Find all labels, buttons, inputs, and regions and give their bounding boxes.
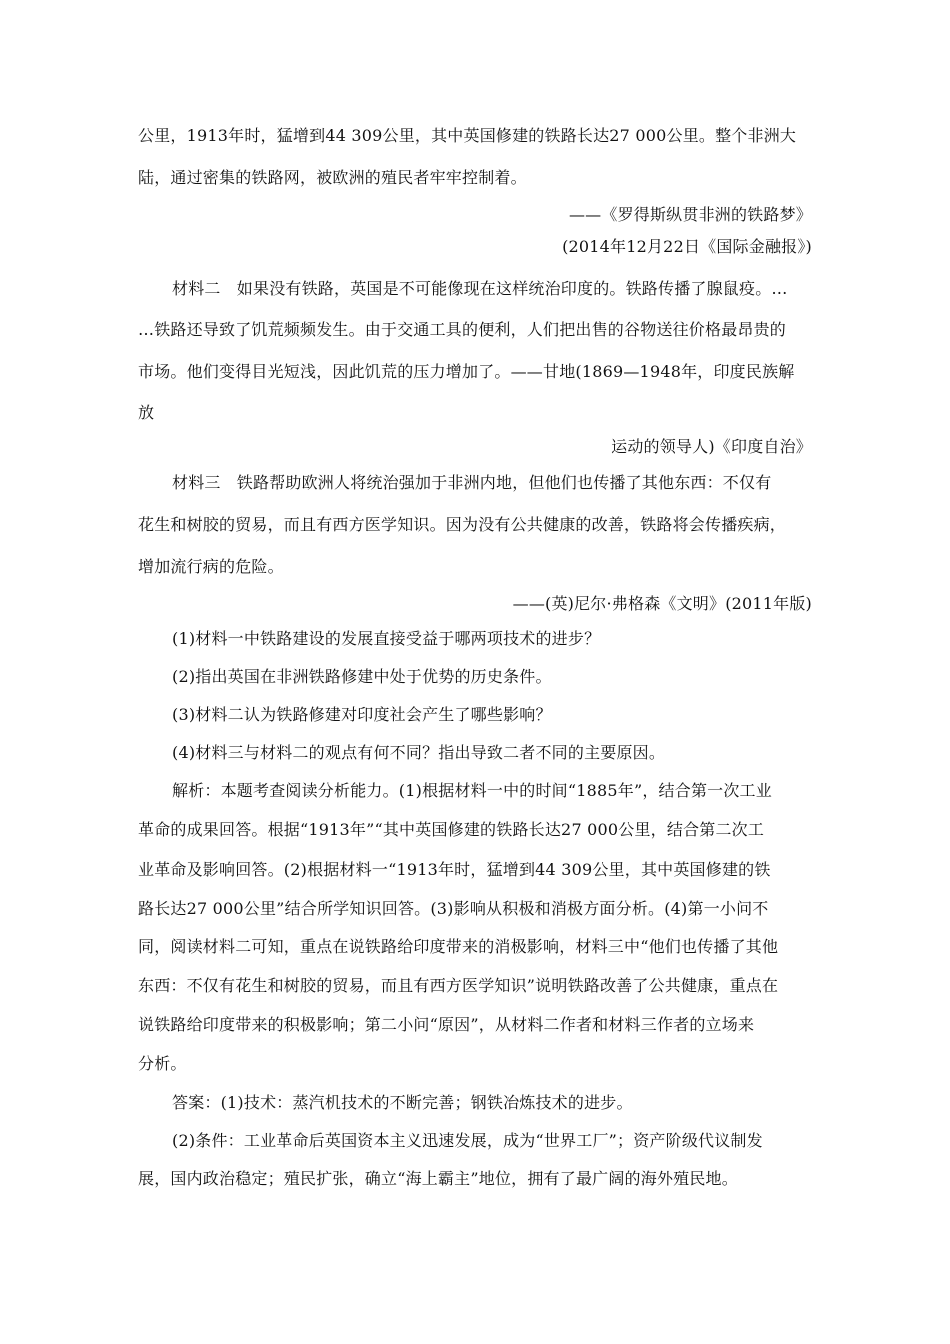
text-line: 花生和树胶的贸易，而且有西方医学知识。因为没有公共健康的改善，铁路将会传播疾病，: [138, 515, 787, 534]
source-citation: ——(英)尼尔·弗格森《文明》(2011年版): [512, 594, 812, 613]
question-1: (1)材料一中铁路建设的发展直接受益于哪两项技术的进步？: [172, 629, 601, 648]
analysis-line: 路长达27 000公里”结合所学知识回答。(3)影响从积极和消极方面分析。(4)第一小问不: [138, 899, 769, 918]
analysis-line: 解析：本题考查阅读分析能力。(1)根据材料一中的时间“1885年”，结合第一次工业: [172, 781, 772, 800]
text-line: 市场。他们变得目光短浅，因此饥荒的压力增加了。——甘地(1869—1948年，印度民族解: [138, 362, 795, 381]
question-3: (3)材料二认为铁路修建对印度社会产生了哪些影响？: [172, 705, 552, 724]
material-three-line: 材料三 铁路帮助欧洲人将统治强加于非洲内地，但他们也传播了其他东西：不仅有: [172, 473, 772, 492]
source-citation: (2014年12月22日《国际金融报》): [562, 237, 812, 256]
answer-line: (2)条件：工业革命后英国资本主义迅速发展，成为“世界工厂”；资产阶级代议制发: [172, 1131, 763, 1150]
analysis-line: 革命的成果回答。根据“1913年”“其中英国修建的铁路长达27 000公里，结合第二次工: [138, 820, 765, 839]
text-line: …铁路还导致了饥荒频频发生。由于交通工具的便利，人们把出售的谷物送往价格最昂贵的: [138, 320, 787, 339]
answer-line: 答案：(1)技术：蒸汽机技术的不断完善；钢铁冶炼技术的进步。: [172, 1093, 633, 1112]
text-line: 公里，1913年时，猛增到44 309公里，其中英国修建的铁路长达27 000公里。整个非洲大: [138, 126, 797, 145]
answer-line: 展，国内政治稳定；殖民扩张，确立“海上霸主”地位，拥有了最广阔的海外殖民地。: [138, 1169, 738, 1188]
material-two-line: 材料二 如果没有铁路，英国是不可能像现在这样统治印度的。铁路传播了腺鼠疫。…: [172, 279, 788, 298]
text-line: 陆，通过密集的铁路网，被欧洲的殖民者牢牢控制着。: [138, 168, 527, 187]
analysis-line: 东西：不仅有花生和树胶的贸易，而且有西方医学知识”说明铁路改善了公共健康，重点在: [138, 976, 779, 995]
source-citation: 运动的领导人)《印度自治》: [611, 437, 812, 456]
source-citation: ——《罗得斯纵贯非洲的铁路梦》: [568, 205, 812, 224]
text-line: 放: [138, 403, 155, 422]
question-2: (2)指出英国在非洲铁路修建中处于优势的历史条件。: [172, 667, 552, 686]
question-4: (4)材料三与材料二的观点有何不同？指出导致二者不同的主要原因。: [172, 743, 666, 762]
analysis-line: 业革命及影响回答。(2)根据材料一“1913年时，猛增到44 309公里，其中英国修建的铁: [138, 860, 771, 879]
text-line: 增加流行病的危险。: [138, 557, 284, 576]
analysis-line: 说铁路给印度带来的积极影响；第二小问“原因”，从材料二作者和材料三作者的立场来: [138, 1015, 755, 1034]
analysis-line: 分析。: [138, 1054, 187, 1073]
analysis-line: 同，阅读材料二可知，重点在说铁路给印度带来的消极影响，材料三中“他们也传播了其他: [138, 937, 779, 956]
